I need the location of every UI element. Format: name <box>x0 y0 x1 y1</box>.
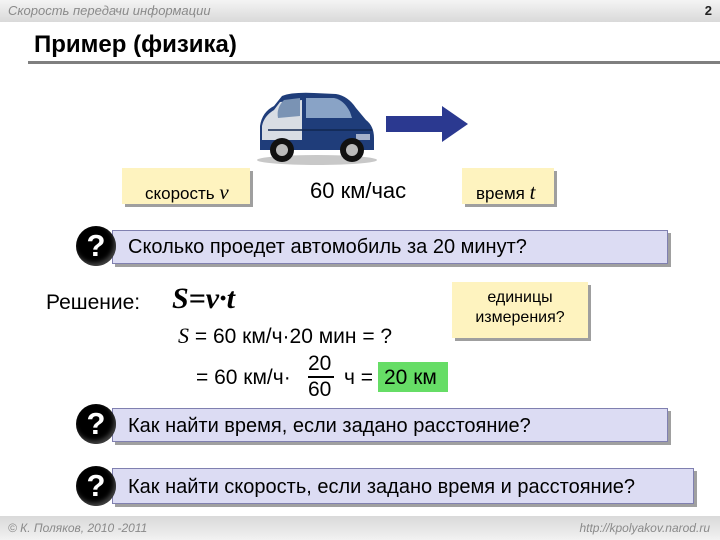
time-symbol: t <box>529 180 536 204</box>
question-3-text: Как найти скорость, если задано время и расстояние? <box>128 476 636 498</box>
solution-line-1 <box>178 323 392 349</box>
footer-copyright: © К. Поляков, 2010 -2011 <box>8 521 148 535</box>
speed-symbol: v <box>219 180 229 204</box>
footer-url[interactable]: http://kpolyakov.narod.ru <box>579 521 710 535</box>
units-note <box>452 288 588 328</box>
time-label: время <box>476 184 525 203</box>
units-note-line-2: измерения? <box>475 309 565 326</box>
question-mark-icon: ? <box>76 466 116 506</box>
page-number: 2 <box>704 3 712 18</box>
fraction-denominator: 60 <box>308 378 332 401</box>
presentation-title: Скорость передачи информации <box>8 3 211 18</box>
question-mark-icon: ? <box>76 404 116 444</box>
slide-title: Пример (физика) <box>34 31 237 58</box>
solution-label: Решение: <box>46 291 141 314</box>
title-underline <box>28 61 720 64</box>
fraction-numerator: 20 <box>308 352 332 375</box>
speed-label: скорость <box>145 184 215 203</box>
solution-line-2-prefix: = 60 км/ч· <box>196 366 291 389</box>
question-2-text: Как найти время, если задано расстояние? <box>128 415 531 437</box>
car-icon <box>252 90 382 166</box>
units-note-line-1: единицы <box>487 289 553 306</box>
speed-value: 60 км/час <box>310 178 407 203</box>
speed-label-group <box>145 180 229 205</box>
question-1-text: Сколько проедет автомобиль за 20 минут? <box>128 236 527 258</box>
arrow-right-icon <box>386 106 468 142</box>
solution-line-2-unit: ч = <box>344 366 374 389</box>
distance-symbol: S <box>178 323 189 348</box>
formula: S=v·t <box>172 282 235 315</box>
time-label-group <box>476 180 535 205</box>
result-value: 20 км <box>384 366 437 389</box>
question-mark-icon: ? <box>76 226 116 266</box>
solution-line-1-expression: = 60 км/ч·20 мин = ? <box>194 325 393 348</box>
